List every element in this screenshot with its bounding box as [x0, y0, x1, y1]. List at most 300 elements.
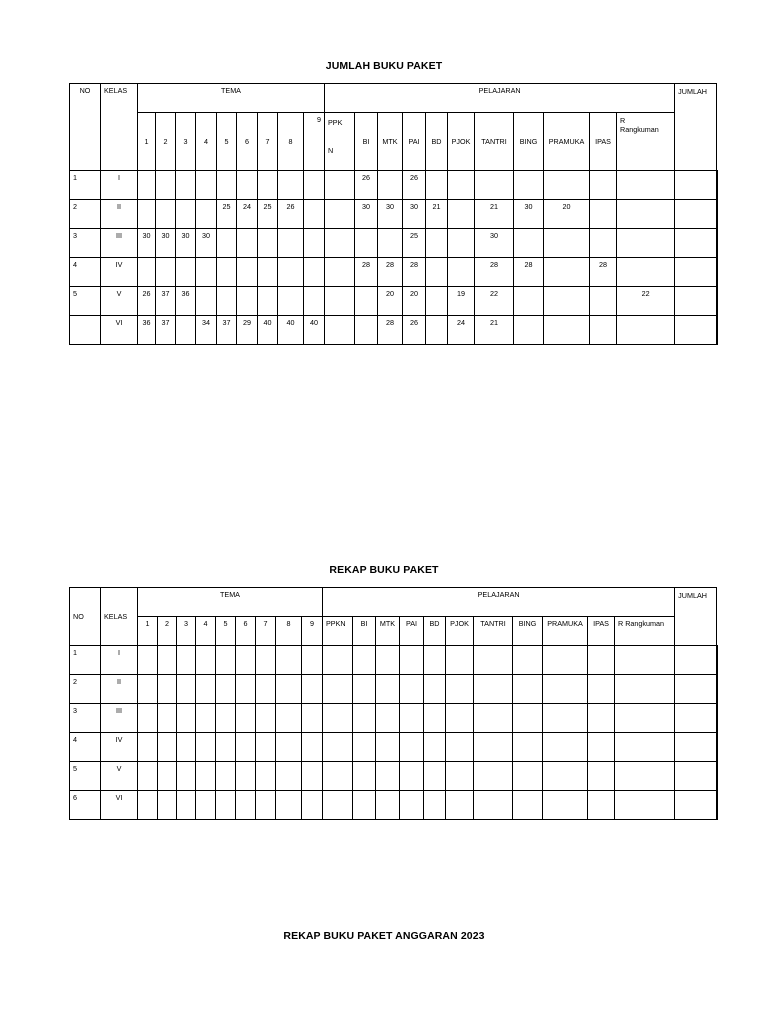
row-no: 5	[70, 287, 101, 316]
row-kelas: IV	[101, 733, 138, 762]
table-cell	[156, 258, 176, 287]
table-cell	[276, 791, 302, 820]
table-cell	[513, 791, 543, 820]
table-cell: 28	[514, 258, 544, 287]
table-cell	[353, 646, 376, 675]
table-cell	[355, 229, 378, 258]
table-cell	[304, 287, 325, 316]
table-cell	[158, 762, 177, 791]
pelajaran-col-1: BI	[353, 617, 376, 646]
table-cell	[323, 646, 353, 675]
pelajaran-col-5: PJOK	[448, 113, 475, 171]
tema-col-4: 4	[196, 113, 217, 171]
table-cell: 34	[196, 316, 217, 345]
row-jumlah	[717, 791, 718, 820]
table-cell	[302, 646, 323, 675]
table-row	[70, 287, 718, 316]
table-cell	[256, 762, 276, 791]
table-cell: 30	[138, 229, 156, 258]
table-cell: 37	[217, 316, 237, 345]
table-cell	[474, 733, 513, 762]
row-kelas: II	[101, 675, 138, 704]
table-cell	[400, 646, 424, 675]
tema-col-7: 7	[256, 617, 276, 646]
table-cell	[138, 646, 158, 675]
table-cell	[615, 646, 675, 675]
table-cell: 40	[258, 316, 278, 345]
pelajaran-col-3: PAI	[400, 617, 424, 646]
table-cell	[446, 675, 474, 704]
table-cell	[675, 646, 717, 675]
table-cell: 28	[475, 258, 514, 287]
table-cell	[276, 675, 302, 704]
table2-subheader-row	[70, 617, 718, 646]
table-cell	[675, 200, 717, 229]
table-cell: 26	[355, 171, 378, 200]
table-cell	[258, 229, 278, 258]
table-cell	[138, 762, 158, 791]
table-cell	[617, 171, 675, 200]
table-cell	[236, 704, 256, 733]
table-cell	[256, 733, 276, 762]
table-cell	[196, 646, 216, 675]
table-cell	[236, 762, 256, 791]
table-cell	[304, 229, 325, 258]
row-jumlah	[717, 704, 718, 733]
tema-col-5: 5	[217, 113, 237, 171]
table-cell	[378, 229, 403, 258]
table-cell	[675, 316, 717, 345]
row-kelas: III	[101, 229, 138, 258]
pelajaran-col-2: MTK	[376, 617, 400, 646]
pelajaran-col-0: PPK N	[325, 113, 355, 171]
table-cell	[196, 171, 217, 200]
table-cell: 22	[617, 287, 675, 316]
table-cell	[448, 258, 475, 287]
table-cell	[216, 762, 236, 791]
table-cell	[543, 704, 588, 733]
row-no: 1	[70, 171, 101, 200]
table-cell	[196, 258, 217, 287]
table-cell	[302, 762, 323, 791]
table-cell	[256, 675, 276, 704]
table-cell	[258, 171, 278, 200]
table-cell	[588, 791, 615, 820]
table-cell: 30	[156, 229, 176, 258]
tema-col-9: 9	[304, 113, 325, 171]
table-cell: 30	[355, 200, 378, 229]
table-cell: 24	[237, 200, 258, 229]
row-kelas: III	[101, 704, 138, 733]
pelajaran-col-4: BD	[424, 617, 446, 646]
pelajaran-col-8: PRAMUKA	[543, 617, 588, 646]
table-cell	[353, 791, 376, 820]
row-jumlah	[717, 258, 718, 287]
table-cell	[353, 675, 376, 704]
table-row	[70, 762, 718, 791]
table-cell	[276, 762, 302, 791]
table-cell	[304, 171, 325, 200]
table-cell	[590, 287, 617, 316]
tema-col-2: 2	[156, 113, 176, 171]
table-cell	[138, 200, 156, 229]
table-cell	[376, 675, 400, 704]
table-cell	[544, 171, 590, 200]
table-cell	[196, 762, 216, 791]
table-cell: 20	[544, 200, 590, 229]
row-jumlah	[717, 171, 718, 200]
table-cell	[376, 704, 400, 733]
table-cell	[400, 762, 424, 791]
table-cell	[276, 704, 302, 733]
table-cell	[617, 200, 675, 229]
table-row	[70, 171, 718, 200]
table-cell	[513, 646, 543, 675]
table-cell	[588, 675, 615, 704]
pelajaran-col-0: PPKN	[323, 617, 353, 646]
table-cell	[513, 733, 543, 762]
table-cell	[513, 675, 543, 704]
table-cell	[237, 171, 258, 200]
table-cell	[514, 316, 544, 345]
table-cell	[323, 675, 353, 704]
table-cell: 24	[448, 316, 475, 345]
table-cell	[400, 733, 424, 762]
table-cell	[158, 733, 177, 762]
table-cell	[615, 762, 675, 791]
table-cell	[258, 258, 278, 287]
table-cell	[302, 791, 323, 820]
table-cell	[424, 704, 446, 733]
table-cell	[177, 762, 196, 791]
table-cell	[424, 675, 446, 704]
table-cell	[615, 704, 675, 733]
tema-col-1: 1	[138, 113, 156, 171]
table-cell	[177, 733, 196, 762]
table-cell: 26	[278, 200, 304, 229]
table-cell	[176, 258, 196, 287]
table-cell	[196, 704, 216, 733]
table-row	[70, 229, 718, 258]
table-cell	[217, 287, 237, 316]
row-jumlah	[717, 229, 718, 258]
table-cell	[514, 229, 544, 258]
table-cell	[158, 675, 177, 704]
row-kelas: VI	[101, 316, 138, 345]
table-cell	[590, 171, 617, 200]
table-cell	[278, 287, 304, 316]
row-jumlah	[717, 646, 718, 675]
table-cell	[177, 791, 196, 820]
table-cell	[448, 229, 475, 258]
tema-col-3: 3	[176, 113, 196, 171]
table-cell	[588, 733, 615, 762]
table-cell	[138, 791, 158, 820]
table-cell	[426, 316, 448, 345]
table-cell	[323, 704, 353, 733]
pelajaran-col-7: BING	[513, 617, 543, 646]
row-kelas: I	[101, 646, 138, 675]
table-cell	[216, 646, 236, 675]
table-cell	[138, 171, 156, 200]
row-jumlah	[717, 287, 718, 316]
table-row	[70, 704, 718, 733]
table-cell	[675, 791, 717, 820]
tema-col-2: 2	[158, 617, 177, 646]
table-cell	[236, 646, 256, 675]
row-kelas: VI	[101, 791, 138, 820]
table-cell: 37	[156, 316, 176, 345]
pelajaran-col-9: IPAS	[588, 617, 615, 646]
table-cell: 21	[475, 316, 514, 345]
table-row	[70, 316, 718, 345]
tema-col-8: 8	[276, 617, 302, 646]
table-cell	[176, 316, 196, 345]
table-cell: 25	[403, 229, 426, 258]
table-cell	[353, 762, 376, 791]
table2-body	[70, 646, 718, 820]
table-cell: 19	[448, 287, 475, 316]
table-cell: 26	[403, 171, 426, 200]
table-cell	[302, 675, 323, 704]
table-cell	[376, 733, 400, 762]
table-cell	[237, 287, 258, 316]
pelajaran-col-3: PAI	[403, 113, 426, 171]
row-no: 6	[70, 791, 101, 820]
table-cell	[177, 646, 196, 675]
table-cell	[323, 733, 353, 762]
table-cell	[323, 762, 353, 791]
pelajaran-col-1: BI	[355, 113, 378, 171]
table-cell: 40	[304, 316, 325, 345]
table-cell	[474, 762, 513, 791]
table-cell	[325, 316, 355, 345]
table-cell	[400, 791, 424, 820]
row-kelas: V	[101, 762, 138, 791]
row-no: 3	[70, 229, 101, 258]
table-cell	[590, 316, 617, 345]
table-cell	[325, 200, 355, 229]
pelajaran-col-10: R Rangkuman	[617, 113, 675, 171]
table-cell: 28	[378, 316, 403, 345]
table-cell	[217, 171, 237, 200]
table-cell	[156, 200, 176, 229]
table-row	[70, 791, 718, 820]
table-cell	[675, 733, 717, 762]
table-cell	[278, 258, 304, 287]
table-cell	[323, 791, 353, 820]
table-cell	[158, 646, 177, 675]
table-cell	[256, 791, 276, 820]
table-cell: 28	[378, 258, 403, 287]
table-cell	[424, 733, 446, 762]
table-cell: 21	[475, 200, 514, 229]
table-cell	[513, 762, 543, 791]
header-jumlah: JUMLAH	[675, 588, 717, 646]
table-cell: 30	[475, 229, 514, 258]
row-jumlah	[717, 200, 718, 229]
table-cell	[475, 171, 514, 200]
row-no	[70, 316, 101, 345]
table-cell	[302, 733, 323, 762]
table-cell	[590, 200, 617, 229]
table2-title: REKAP BUKU PAKET	[329, 564, 439, 576]
pelajaran-col-5: PJOK	[446, 617, 474, 646]
header-jumlah: JUMLAH	[675, 84, 717, 171]
table-cell	[446, 762, 474, 791]
table-cell	[474, 646, 513, 675]
pelajaran-col-6: TANTRI	[474, 617, 513, 646]
table-cell	[196, 200, 217, 229]
row-no: 1	[70, 646, 101, 675]
table-cell	[590, 229, 617, 258]
pelajaran-col-4: BD	[426, 113, 448, 171]
table1-subheader-row	[70, 113, 718, 171]
table-cell	[446, 646, 474, 675]
table-cell: 20	[403, 287, 426, 316]
table-cell	[588, 646, 615, 675]
row-no: 4	[70, 733, 101, 762]
table-cell	[617, 316, 675, 345]
tema-col-6: 6	[237, 113, 258, 171]
table-cell	[588, 704, 615, 733]
header-pelajaran: PELAJARAN	[323, 588, 675, 617]
table-cell	[474, 675, 513, 704]
table-cell: 28	[590, 258, 617, 287]
pelajaran-col-2: MTK	[378, 113, 403, 171]
table-cell	[474, 791, 513, 820]
table-cell: 30	[176, 229, 196, 258]
tema-col-3: 3	[177, 617, 196, 646]
table-cell	[158, 704, 177, 733]
table-cell	[424, 791, 446, 820]
table-cell	[217, 258, 237, 287]
pelajaran-col-9: IPAS	[590, 113, 617, 171]
table-cell	[474, 704, 513, 733]
header-no: NO	[70, 84, 101, 171]
header-no: NO	[70, 588, 101, 646]
table-cell: 37	[156, 287, 176, 316]
table-cell	[446, 704, 474, 733]
row-jumlah	[717, 316, 718, 345]
row-no: 4	[70, 258, 101, 287]
table-cell	[424, 762, 446, 791]
table1-body	[70, 171, 718, 345]
table-cell	[376, 762, 400, 791]
table-cell	[675, 229, 717, 258]
pelajaran-col-10: R Rangkuman	[615, 617, 675, 646]
table-cell: 30	[378, 200, 403, 229]
table-cell	[543, 733, 588, 762]
row-no: 3	[70, 704, 101, 733]
header-kelas: KELAS	[101, 84, 138, 171]
table-cell	[216, 704, 236, 733]
table-cell	[400, 675, 424, 704]
pelajaran-col-7: BING	[514, 113, 544, 171]
table-cell	[138, 675, 158, 704]
table-cell: 30	[514, 200, 544, 229]
table-cell	[675, 704, 717, 733]
table-cell	[355, 287, 378, 316]
table-cell	[276, 733, 302, 762]
table-cell	[278, 171, 304, 200]
table-cell	[544, 287, 590, 316]
jumlah-buku-paket-table	[69, 83, 718, 345]
table-cell: 22	[475, 287, 514, 316]
header-tema: TEMA	[138, 84, 325, 113]
pelajaran-col-8: PRAMUKA	[544, 113, 590, 171]
table-cell	[216, 675, 236, 704]
table-cell	[236, 791, 256, 820]
table-cell	[426, 287, 448, 316]
table-cell: 26	[138, 287, 156, 316]
table-cell	[675, 258, 717, 287]
table-cell	[216, 791, 236, 820]
table-cell: 29	[237, 316, 258, 345]
table-cell	[237, 258, 258, 287]
table-cell: 30	[196, 229, 217, 258]
table-cell	[543, 791, 588, 820]
table-cell	[400, 704, 424, 733]
table-cell	[448, 171, 475, 200]
table-row	[70, 733, 718, 762]
table-cell	[196, 675, 216, 704]
table-cell: 36	[138, 316, 156, 345]
table-cell	[216, 733, 236, 762]
table-cell	[426, 171, 448, 200]
table-cell	[617, 229, 675, 258]
row-jumlah	[717, 762, 718, 791]
table-cell	[304, 258, 325, 287]
table-cell	[514, 287, 544, 316]
table-cell	[448, 200, 475, 229]
table-cell	[543, 762, 588, 791]
tema-col-9: 9	[302, 617, 323, 646]
header-tema: TEMA	[138, 588, 323, 617]
row-kelas: II	[101, 200, 138, 229]
table-cell	[196, 791, 216, 820]
table-cell	[543, 675, 588, 704]
table-cell	[156, 171, 176, 200]
table-cell	[424, 646, 446, 675]
table-cell	[276, 646, 302, 675]
table-cell	[237, 229, 258, 258]
table-cell	[158, 791, 177, 820]
table-cell	[278, 229, 304, 258]
tema-col-7: 7	[258, 113, 278, 171]
table-cell: 25	[217, 200, 237, 229]
table-cell	[353, 733, 376, 762]
header-kelas: KELAS	[101, 588, 138, 646]
row-no: 2	[70, 200, 101, 229]
table-cell	[302, 704, 323, 733]
table1-title: JUMLAH BUKU PAKET	[325, 60, 443, 72]
table-cell: 36	[176, 287, 196, 316]
table-cell	[196, 733, 216, 762]
table-cell	[617, 258, 675, 287]
table-cell	[304, 200, 325, 229]
table-cell	[258, 287, 278, 316]
table-cell	[446, 733, 474, 762]
table-row	[70, 258, 718, 287]
table-cell	[217, 229, 237, 258]
table-cell	[353, 704, 376, 733]
table-cell	[588, 762, 615, 791]
table-cell	[615, 733, 675, 762]
row-jumlah	[717, 675, 718, 704]
table-cell	[615, 791, 675, 820]
table-cell	[177, 675, 196, 704]
